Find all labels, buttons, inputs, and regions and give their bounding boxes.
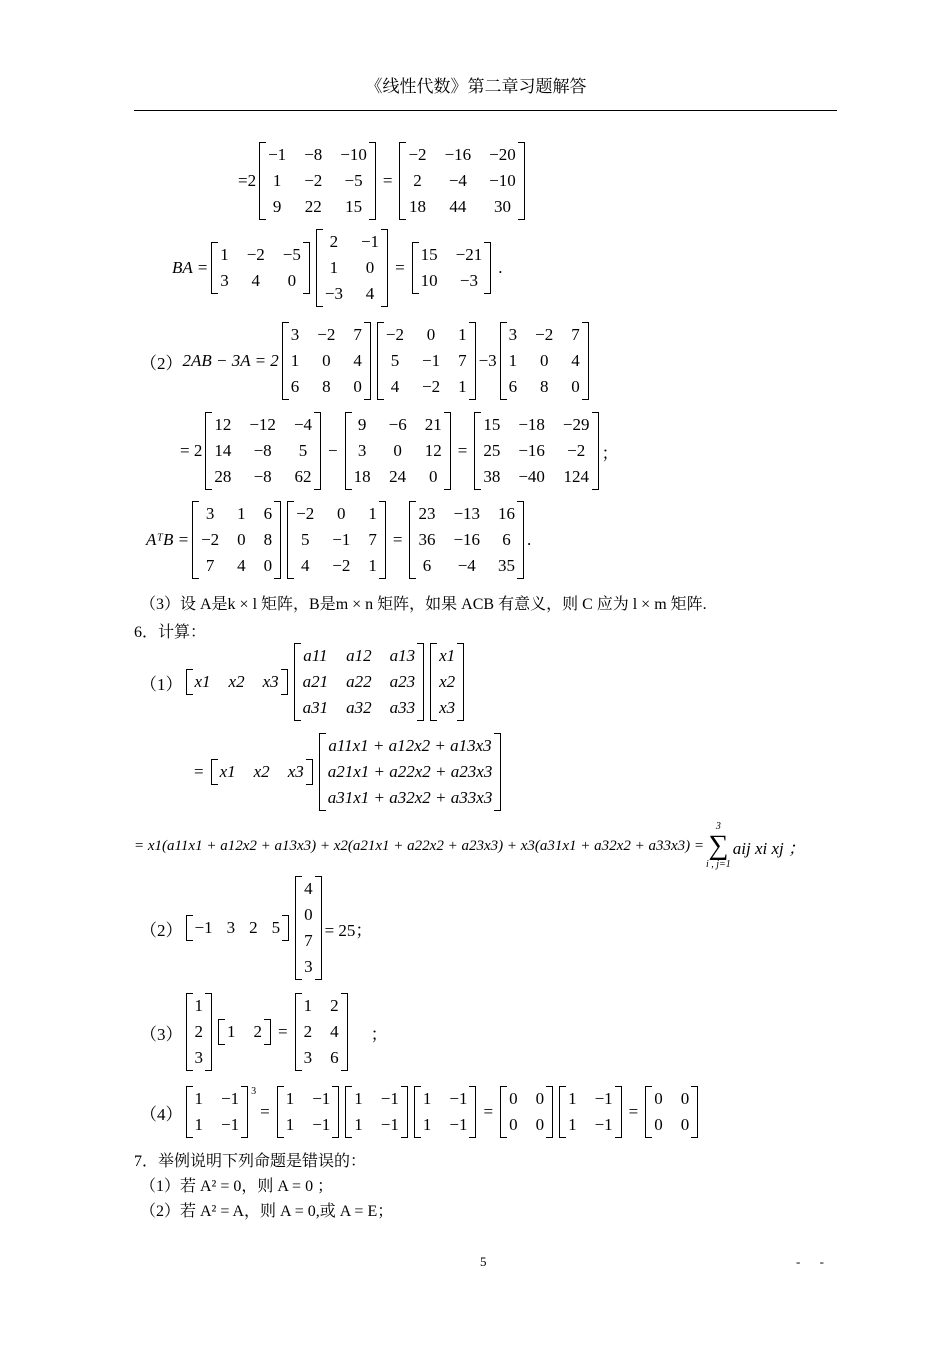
matrix [284,501,389,579]
matrix-cell: 0 [304,905,313,924]
matrix [274,1086,343,1138]
matrix-cell: 1 [237,504,246,523]
matrix-cell: 15 [345,197,363,216]
semicolon: ； [601,443,619,463]
matrix-body [186,993,213,1071]
matrix-cell: 30 [493,197,511,216]
header-rule [134,110,837,111]
matrix-cell: −2 [296,504,315,523]
matrix-cell: 1 [194,1089,203,1108]
matrix-cell: 1 [368,504,377,523]
matrix-cell: −1 [268,145,287,164]
matrix-cell: 4 [251,271,260,290]
atb-label: AᵀB = [146,530,190,549]
p2-label: （2） [140,353,183,373]
equals: = [457,441,468,460]
matrix-cell: −2 [201,530,220,549]
row-vector [183,915,293,941]
matrix-cell: x1 [194,672,211,691]
matrix-body [186,1086,249,1138]
matrix-body [500,1086,553,1138]
matrix-cell: 3 [508,325,518,344]
matrix-cell: x2 [253,762,270,781]
matrix-body [295,876,322,980]
matrix-cell: 62 [294,467,312,486]
matrix-cell: −1 [380,1115,399,1134]
matrix-cell: a21x1 + a22x2 + a23x3 [327,762,493,781]
matrix-body [409,501,524,579]
p2b-prefix: = 2 [180,441,203,460]
q3-label: （3） [140,1024,183,1044]
row-vector [183,669,291,695]
matrix-cell: 6 [330,1048,339,1067]
matrix-cell: 4 [237,556,246,575]
matrix-cell: −1 [312,1115,331,1134]
matrix [279,322,374,400]
matrix-cell: −3 [324,284,343,303]
matrix [313,229,391,307]
matrix [497,322,592,400]
matrix-cell: −1 [449,1115,468,1134]
eq-row-6-2 [140,876,372,980]
matrix-cell: x1 [439,646,456,665]
eq-row-6-4 [140,1086,701,1138]
matrix-cell: 0 [509,1089,518,1108]
matrix-cell: 3 [303,1048,313,1067]
matrix-body [186,915,290,941]
matrix-cell: 38 [483,467,501,486]
matrix-cell: 3 [205,504,215,523]
matrix-cell: 0 [353,377,362,396]
matrix-cell: 18 [353,467,371,486]
matrix-cell: 3 [304,957,313,976]
matrix [374,322,479,400]
matrix-cell: a33 [389,698,416,717]
matrix-cell: −29 [562,415,590,434]
matrix [406,501,527,579]
matrix-body [412,242,492,294]
sum-term: aij xi xj ； [732,838,806,858]
matrix-cell: 0 [680,1089,690,1108]
section-6-title: 6．计算： [134,624,207,641]
p2-mult: −3 [478,351,497,370]
footer-marks: - - [796,1254,832,1269]
matrix-cell: 0 [393,441,402,460]
q2-result: = 25； [324,920,373,940]
matrix-cell: 1 [458,377,467,396]
matrix-body [559,1086,622,1138]
matrix-cell: 0 [680,1115,690,1134]
matrix [396,142,527,220]
matrix-cell: x3 [439,698,456,717]
matrix-cell: −2 [385,325,404,344]
q4-label: （4） [140,1104,183,1124]
sum-top: 3 [715,821,721,832]
matrix-cell: −2 [246,245,265,264]
matrix-cell: x3 [287,762,304,781]
matrix [497,1086,556,1138]
matrix-body [414,1086,477,1138]
eq-row-6-1 [140,643,467,721]
matrix-cell: 9 [357,415,367,434]
matrix-cell: 1 [303,996,313,1015]
matrix [471,412,601,490]
matrix-cell: 15 [483,415,501,434]
matrix [409,242,495,294]
matrix-cell: 7 [458,351,467,370]
matrix-body [399,142,524,220]
matrix-cell: 1 [220,245,229,264]
matrix [342,1086,411,1138]
sum-symbol [706,822,731,870]
matrix-cell: 0 [535,1115,545,1134]
section-7-item-1: （1）若 A² = 0，则 A = 0 ； [140,1178,334,1195]
matrix-cell: 6 [508,377,518,396]
matrix-body [211,242,310,294]
matrix-body [430,643,464,721]
matrix [183,1086,252,1138]
section-7-item-2: （2）若 A² = A，则 A = 0,或 A = E； [140,1203,394,1220]
expanded-vector [316,733,505,811]
matrix-cell: 0 [571,377,580,396]
matrix [189,501,284,579]
matrix [342,412,454,490]
matrix-cell: 0 [287,271,297,290]
matrix-cell: −10 [489,171,516,190]
matrix-cell: −16 [518,441,545,460]
eq-prefix: =2 [238,171,257,190]
matrix-cell: 1 [290,351,300,370]
matrix-cell: 0 [263,556,273,575]
matrix-cell: −1 [421,351,441,370]
matrix-cell: x2 [228,672,245,691]
row-vector [215,1019,274,1045]
matrix-cell: −1 [194,918,213,937]
matrix [411,1086,480,1138]
matrix [642,1086,701,1138]
page-header: 《线性代数》第二章习题解答 [365,77,587,96]
matrix-cell: x2 [439,672,456,691]
matrix-body [377,322,476,400]
matrix-cell: a31x1 + a32x2 + a33x3 [327,788,493,807]
eq-row-6-1b [190,733,504,811]
final-expansion: = x1(a11x1 + a12x2 + a13x3) + x2(a21x1 + a22x2 + a23x3) + x3(a31x1 + a32x2 + a33x3) = [134,837,704,854]
matrix-cell: −4 [457,556,476,575]
matrix-cell: 10 [420,271,438,290]
matrix-cell: 12 [424,441,442,460]
matrix [208,242,313,294]
matrix-cell: 6 [290,377,300,396]
equals: = [382,171,393,190]
matrix-body [282,322,371,400]
ba-label: BA = [172,258,209,277]
eq-row-p2b [180,412,619,490]
matrix-cell: −21 [455,245,483,264]
matrix-cell: 1 [285,1115,295,1134]
matrix-cell: 2 [303,1022,313,1041]
eq-row-ba [172,229,507,307]
matrix-cell: 4 [353,351,362,370]
matrix-cell: −2 [408,145,427,164]
eq-row-p2 [140,322,592,400]
matrix-cell: −8 [304,145,323,164]
row-vector [208,759,316,785]
matrix-cell: 4 [390,377,400,396]
matrix-body [287,501,386,579]
matrix [202,412,324,490]
matrix-cell: 1 [354,1115,363,1134]
matrix-cell: 3 [226,918,236,937]
matrix-cell: 7 [353,325,362,344]
col-vector [292,876,325,980]
matrix-cell: 22 [304,197,322,216]
matrix-cell: 28 [214,467,232,486]
matrix-cell: 8 [263,530,273,549]
matrix-cell: 0 [535,1089,545,1108]
matrix-cell: 2 [194,1022,203,1041]
matrix-cell: −2 [332,556,351,575]
matrix-cell: 7 [571,325,580,344]
matrix-cell: 35 [498,556,516,575]
equals: = [194,762,204,781]
result-matrix [292,993,351,1071]
matrix-cell: −2 [317,325,336,344]
matrix-cell: −1 [594,1089,613,1108]
matrix-cell: 0 [428,467,438,486]
equals: = [392,530,403,549]
matrix-body [319,733,502,811]
matrix-cell: 7 [304,931,313,950]
section-7-title: 7．举例说明下列命题是错误的： [134,1153,367,1170]
matrix-cell: −1 [594,1115,613,1134]
col-vector [427,643,467,721]
matrix-body [316,229,388,307]
matrix-cell: −1 [221,1115,240,1134]
matrix-body [192,501,281,579]
matrix-cell: 5 [300,530,310,549]
equals: = [628,1102,639,1121]
matrix-cell: a32 [346,698,372,717]
matrix-cell: a12 [346,646,372,665]
matrix-body [294,643,425,721]
matrix-cell: −5 [282,245,301,264]
matrix-cell: a13 [389,646,416,665]
matrix-cell: −8 [253,467,272,486]
matrix-cell: 5 [390,351,400,370]
period: . [498,258,503,277]
matrix-body [186,669,288,695]
matrix-cell: 4 [300,556,310,575]
matrix-cell: 7 [368,530,377,549]
eq-row-atb [146,501,531,579]
matrix-cell: −2 [567,441,586,460]
matrix-cell: 21 [424,415,442,434]
matrix-cell: 1 [354,1089,363,1108]
matrix [556,1086,625,1138]
matrix-cell: 0 [539,351,549,370]
matrix-cell: 4 [304,879,313,898]
matrix-cell: −20 [489,145,516,164]
matrix-cell: 1 [329,258,339,277]
matrix-cell: 15 [420,245,438,264]
matrix-cell: 0 [426,325,436,344]
matrix-cell: 6 [422,556,432,575]
matrix-body [277,1086,340,1138]
matrix-cell: 9 [272,197,282,216]
matrix-body [500,322,589,400]
q4-exponent: 3 [251,1086,257,1097]
matrix-cell: −2 [535,325,554,344]
matrix-cell: 1 [422,1089,432,1108]
matrix-cell: 1 [227,1022,236,1041]
matrix-cell: 1 [272,171,282,190]
matrix-cell: −6 [388,415,407,434]
col-vector [183,993,216,1071]
matrix-cell: −18 [518,415,545,434]
matrix-cell: a22 [346,672,372,691]
matrix-body [345,412,451,490]
matrix-cell: 0 [237,530,246,549]
matrix-cell: 3 [357,441,367,460]
matrix-cell: 24 [389,467,407,486]
matrix-body [218,1019,271,1045]
q3-end: ； [370,1024,388,1044]
matrix-cell: 3 [290,325,300,344]
matrix-body [345,1086,408,1138]
equals: = [483,1102,494,1121]
matrix-cell: 0 [654,1115,663,1134]
matrix-cell: x1 [219,762,236,781]
matrix-cell: 6 [502,530,511,549]
matrix-cell: 0 [654,1089,663,1108]
eq-row-1 [238,142,528,220]
matrix-cell: 7 [205,556,215,575]
matrix-cell: a31 [302,698,329,717]
matrix-cell: −5 [344,171,363,190]
matrix-cell: −16 [453,530,481,549]
matrix-cell: −1 [332,530,351,549]
matrix-cell: a11 [303,646,328,665]
matrix-cell: a21 [302,672,329,691]
matrix-body [474,412,598,490]
matrix-cell: 2 [330,996,339,1015]
matrix-cell: −16 [444,145,472,164]
matrix-cell: 0 [365,258,375,277]
eq-row-6-1c [134,822,805,870]
matrix-cell: −1 [312,1089,331,1108]
minus: − [328,441,338,460]
matrix-cell: −2 [304,171,323,190]
matrix-cell: 1 [568,1115,577,1134]
matrix-cell: 4 [571,351,580,370]
matrix-cell: 1 [194,1115,203,1134]
equals: = [278,1022,288,1041]
matrix-cell: 3 [220,271,229,290]
matrix-cell: 2 [249,918,258,937]
matrix-body [211,759,313,785]
matrix-cell: x3 [262,672,279,691]
matrix-cell: 36 [418,530,436,549]
matrix-cell: 1 [194,996,203,1015]
matrix-cell: 1 [568,1089,577,1108]
period: . [527,530,532,549]
matrix-cell: −4 [448,171,467,190]
sum-bottom: i , j=1 [705,859,731,870]
matrix-cell: −13 [453,504,481,523]
matrix-cell: −1 [380,1089,399,1108]
matrix-cell: 1 [368,556,377,575]
matrix [256,142,379,220]
matrix-cell: 16 [498,504,516,523]
matrix-cell: 1 [422,1115,432,1134]
matrix-cell: −3 [459,271,478,290]
matrix-cell: 4 [365,284,375,303]
matrix-cell: −10 [340,145,367,164]
matrix-cell: 44 [449,197,467,216]
matrix-cell: 0 [337,504,346,523]
eq-row-6-3 [140,993,388,1071]
matrix-cell: 2 [413,171,422,190]
matrix-cell: a11x1 + a12x2 + a13x3 [328,736,492,755]
matrix-cell: 6 [263,504,273,523]
p2-expr: 2AB − 3A = 2 [182,351,279,370]
a-matrix [291,643,428,721]
matrix-cell: 1 [285,1089,295,1108]
q1-label: （1） [140,674,183,694]
matrix-cell: 1 [508,351,518,370]
sigma-icon: ∑ [708,830,729,861]
matrix-cell: 2 [253,1022,262,1041]
matrix-body [205,412,321,490]
matrix-cell: 5 [298,441,308,460]
page-number: 5 [480,1254,487,1269]
matrix-cell: a23 [389,672,416,691]
matrix-body [295,993,348,1071]
matrix-cell: −4 [293,415,313,434]
matrix-cell: 124 [563,467,589,486]
matrix-cell: 4 [330,1022,339,1041]
matrix-cell: −12 [249,415,276,434]
matrix-body [645,1086,698,1138]
matrix-cell: 23 [418,504,436,523]
matrix-cell: −8 [253,441,272,460]
matrix-cell: 2 [329,232,339,251]
equals: = [395,258,405,277]
equals: = [260,1102,270,1121]
matrix-cell: −2 [421,377,441,396]
matrix-cell: −1 [360,232,380,251]
q2-label: （2） [140,920,183,940]
matrix-cell: 5 [271,918,281,937]
matrix-cell: 3 [194,1048,203,1067]
matrix-cell: 8 [322,377,331,396]
matrix-cell: 0 [322,351,331,370]
matrix-cell: −1 [449,1089,468,1108]
matrix-cell: −40 [518,467,545,486]
matrix-cell: 25 [483,441,501,460]
matrix-cell: −1 [221,1089,240,1108]
matrix-cell: 1 [458,325,467,344]
matrix-body [259,142,376,220]
matrix-cell: 12 [214,415,232,434]
matrix-cell: 8 [539,377,549,396]
matrix-cell: 18 [409,197,427,216]
matrix-cell: 0 [509,1115,518,1134]
p3-text: （3）设 A是k × l 矩阵，B是m × n 矩阵，如果 ACB 有意义，则 C 应为 l × m 矩阵. [140,596,707,613]
matrix-cell: 14 [214,441,232,460]
